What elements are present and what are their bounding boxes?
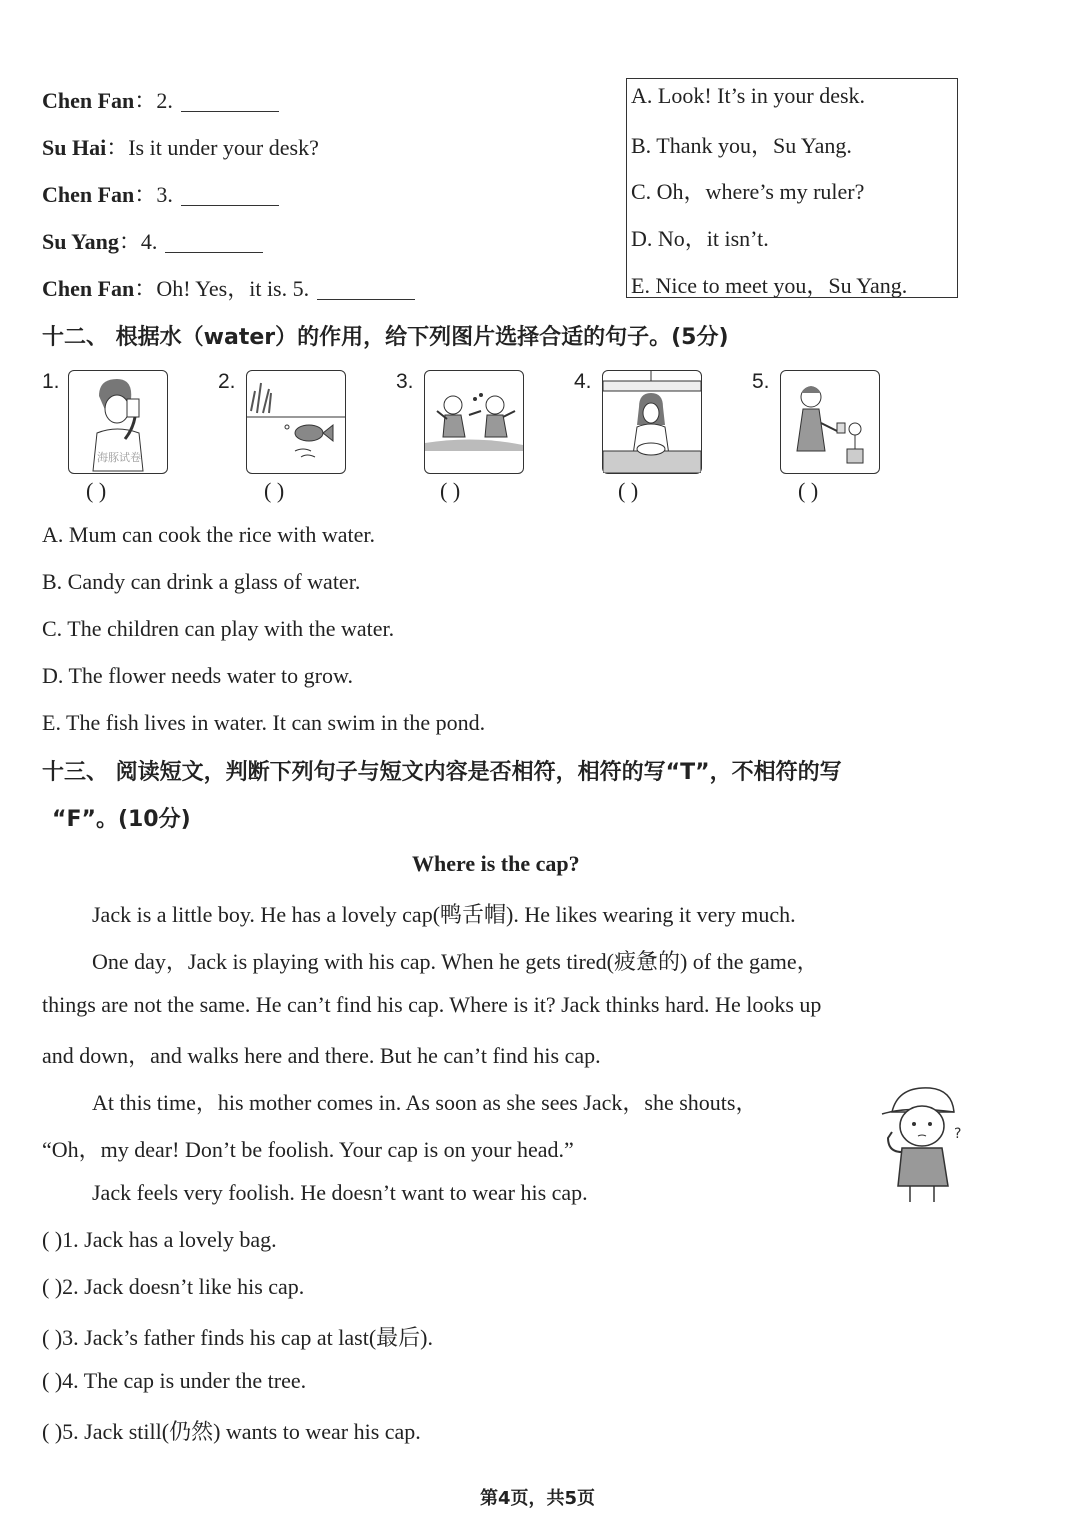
passage-line: One day，Jack is playing with his cap. When he gets tired(疲惫的) of the game， [92,949,819,974]
question-4: ( )4. The cap is under the tree. [42,1368,307,1393]
answer-paren[interactable]: ( ) [264,478,285,503]
girl-drinking-water-icon [68,370,168,474]
answer-paren[interactable]: ( ) [86,478,107,503]
sentence-e: E. The fish lives in water. It can swim in the pond. [42,710,486,735]
picture-number: 3. [396,370,414,393]
dialogue-line-1: Chen Fan：2. [42,84,279,115]
sentence-c: C. The children can play with the water. [42,616,395,641]
picture-number: 2. [218,370,236,393]
answer-paren[interactable]: ( ) [798,478,819,503]
passage-line: At this time，his mother comes in. As soon as she sees Jack，she shouts， [92,1090,758,1115]
passage-title: Where is the cap? [412,851,580,876]
boy-with-cap-confused-icon [878,1082,968,1206]
passage-line: Jack feels very foolish. He doesn’t want to wear his cap. [92,1180,588,1205]
picture-number: 1. [42,370,60,393]
option-a: A. Look! It’s in your desk. [631,83,866,108]
answer-blank[interactable] [317,298,415,300]
answer-paren[interactable]: ( ) [618,478,639,503]
svg-text:?: ? [954,1126,962,1142]
question-2: ( )2. Jack doesn’t like his cap. [42,1274,305,1299]
passage-line: and down，and walks here and there. But he can’t find his cap. [42,1043,601,1068]
section-12-heading: 十二、 根据水（water）的作用，给下列图片选择合适的句子。(5分) [42,325,729,350]
children-playing-water-icon [424,370,524,474]
answer-paren[interactable]: ( ) [440,478,461,503]
sentence-d: D. The flower needs water to grow. [42,663,353,688]
options-box [626,78,958,298]
picture-number: 4. [574,370,592,393]
sentence-a: A. Mum can cook the rice with water. [42,522,375,547]
option-d: D. No，it isn’t. [631,226,769,251]
option-b: B. Thank you，Su Yang. [631,133,852,158]
fish-in-pond-icon [246,370,346,474]
sentence-b: B. Candy can drink a glass of water. [42,569,361,594]
passage-line: things are not the same. He can’t find his cap. Where is it? Jack thinks hard. He looks up [42,992,822,1017]
answer-blank[interactable] [181,204,279,206]
picture-number: 5. [752,370,770,393]
section-13-heading-cont: “F”。(10分) [52,807,191,832]
watermark: 海豚试卷 [97,451,141,464]
passage-line: “Oh，my dear! Don’t be foolish. Your cap is on your head.” [42,1137,574,1162]
dialogue-line-3: Chen Fan：3. [42,178,279,209]
question-3: ( )3. Jack’s father finds his cap at last(最后). [42,1325,433,1350]
mum-cooking-rice-icon [602,370,702,474]
passage-line: Jack is a little boy. He has a lovely cap(鸭舌帽). He likes wearing it very much. [92,902,796,927]
answer-blank[interactable] [165,251,263,253]
question-5: ( )5. Jack still(仍然) wants to wear his cap. [42,1419,421,1444]
page-footer: 第4页，共5页 [480,1488,596,1509]
dialogue-line-5: Chen Fan：Oh! Yes，it is. 5. [42,272,415,303]
answer-blank[interactable] [181,110,279,112]
girl-watering-flower-icon [780,370,880,474]
section-13-heading: 十三、 阅读短文，判断下列句子与短文内容是否相符，相符的写“T”，不相符的写 [42,760,842,785]
option-e: E. Nice to meet you，Su Yang. [631,273,908,298]
dialogue-line-2: Su Hai：Is it under your desk? [42,135,319,160]
option-c: C. Oh，where’s my ruler? [631,179,865,204]
dialogue-line-4: Su Yang：4. [42,225,263,256]
question-1: ( )1. Jack has a lovely bag. [42,1227,277,1252]
